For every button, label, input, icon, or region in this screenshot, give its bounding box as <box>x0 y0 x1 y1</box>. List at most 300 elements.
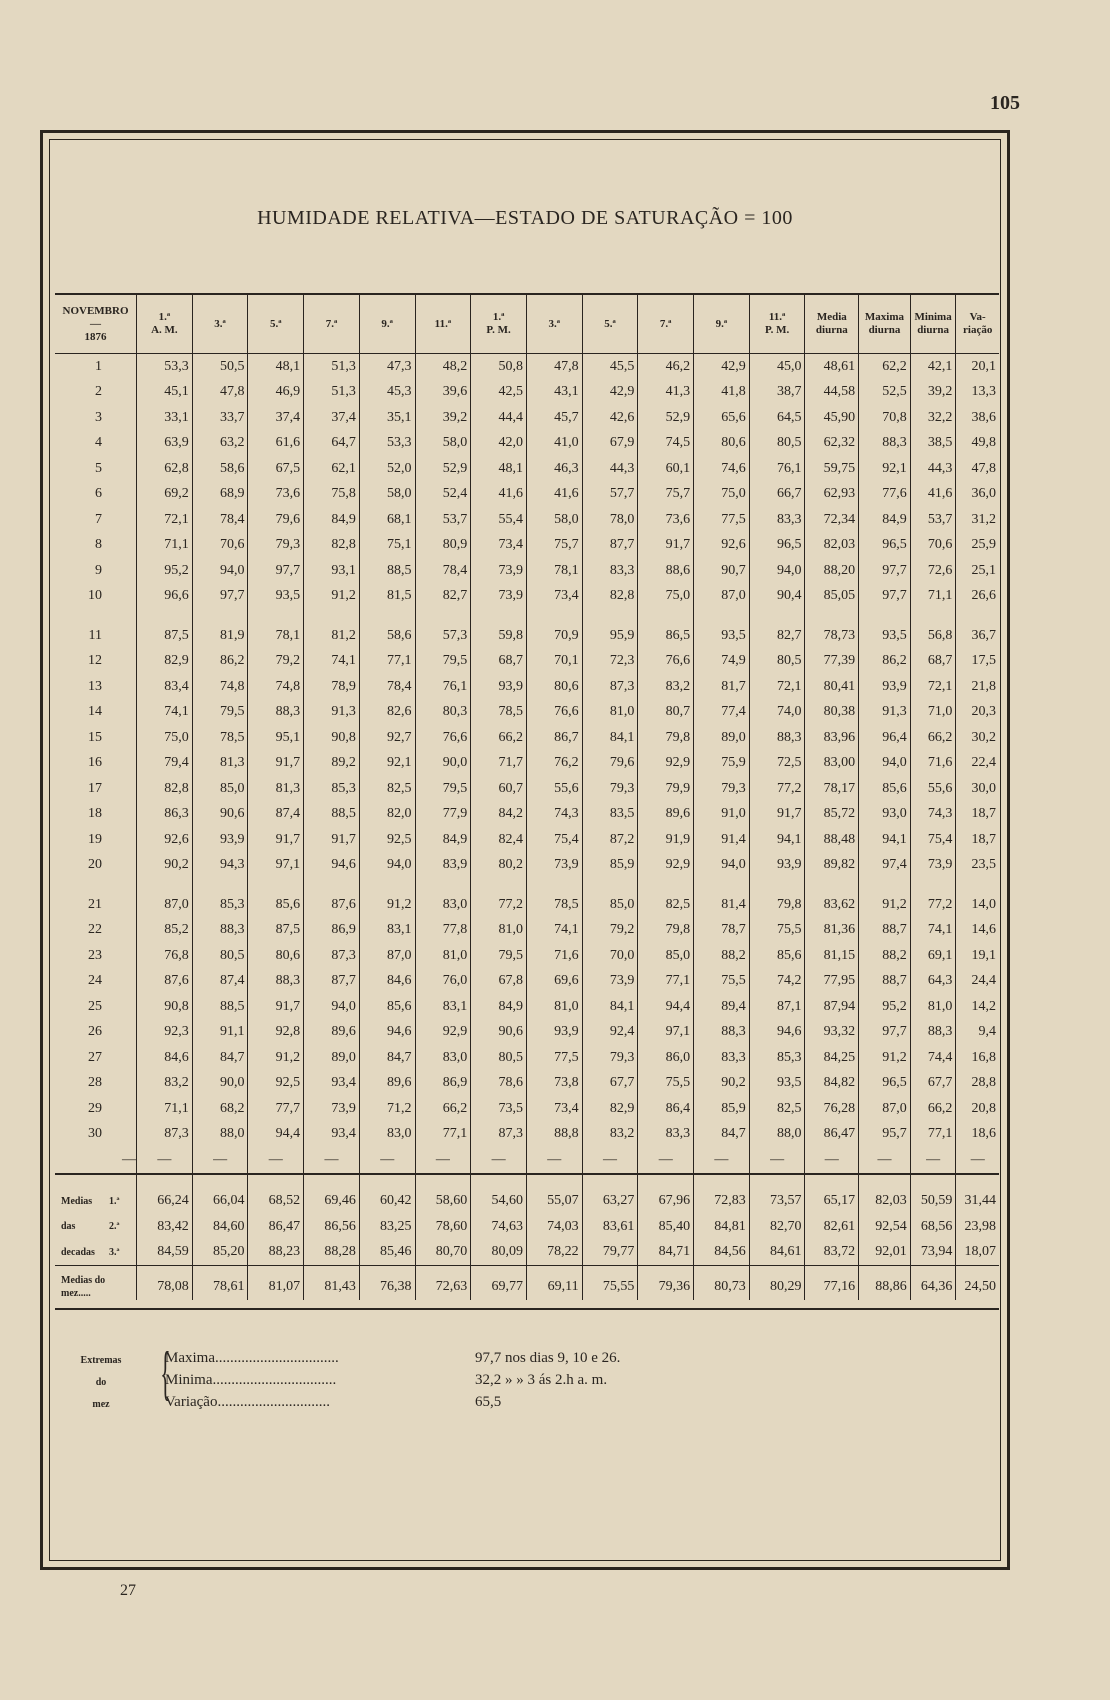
value-cell: 87,3 <box>471 1122 527 1148</box>
value-cell: 92,54 <box>859 1214 911 1240</box>
value-cell: 18,07 <box>956 1240 999 1266</box>
value-cell: 91,7 <box>304 827 360 853</box>
value-cell: 18,6 <box>956 1122 999 1148</box>
value-cell: 91,0 <box>694 802 750 828</box>
value-cell: 94,6 <box>749 1020 805 1046</box>
value-cell: 79,3 <box>248 533 304 559</box>
value-cell: 45,3 <box>359 380 415 406</box>
value-cell: 52,9 <box>638 405 694 431</box>
value-cell: 44,3 <box>582 456 638 482</box>
value-cell: 83,4 <box>137 674 193 700</box>
monthly-extremes <box>55 1308 999 1410</box>
value-cell: 75,4 <box>910 827 956 853</box>
value-cell: 79,3 <box>582 776 638 802</box>
value-cell: 52,5 <box>859 380 911 406</box>
day-cell: 14 <box>88 704 103 720</box>
value-cell: 77,5 <box>526 1045 582 1071</box>
page-title: HUMIDADE RELATIVA—ESTADO DE SATURAÇÃO = 100 <box>257 207 793 229</box>
value-cell: 25,9 <box>956 533 999 559</box>
value-cell: 60,7 <box>471 776 527 802</box>
value-cell: 86,9 <box>415 1071 471 1097</box>
table-row <box>55 674 999 700</box>
day-cell: 28 <box>88 1075 103 1091</box>
value-cell: 78,17 <box>805 776 859 802</box>
value-cell: 94,0 <box>304 994 360 1020</box>
value-cell: 72,6 <box>910 558 956 584</box>
value-cell: 84,7 <box>192 1045 248 1071</box>
value-cell: 81,0 <box>526 994 582 1020</box>
value-cell: 79,77 <box>582 1240 638 1266</box>
value-cell: 84,82 <box>805 1071 859 1097</box>
value-cell: 88,48 <box>805 827 859 853</box>
decade-mean-row <box>55 1174 999 1215</box>
value-cell: 14,2 <box>956 994 999 1020</box>
value-cell: 39,6 <box>415 380 471 406</box>
month-header: NOVEMBRO — 1876 <box>55 294 137 354</box>
value-cell: 75,0 <box>694 482 750 508</box>
value-cell: 93,5 <box>859 623 911 649</box>
value-cell: 79,5 <box>415 776 471 802</box>
value-cell: 84,60 <box>192 1214 248 1240</box>
value-cell: 63,2 <box>192 431 248 457</box>
table-row <box>55 918 999 944</box>
value-cell: 93,4 <box>304 1122 360 1148</box>
value-cell: 73,6 <box>248 482 304 508</box>
value-cell: 88,2 <box>694 943 750 969</box>
value-cell: 90,2 <box>694 1071 750 1097</box>
value-cell: 77,1 <box>910 1122 956 1148</box>
value-cell: 68,2 <box>192 1096 248 1122</box>
value-cell: 51,3 <box>304 380 360 406</box>
value-cell: 92,5 <box>248 1071 304 1097</box>
hour-header-5: 9.ª <box>359 294 415 354</box>
value-cell: 97,4 <box>859 853 911 879</box>
value-cell: 79,5 <box>471 943 527 969</box>
value-cell: 85,3 <box>749 1045 805 1071</box>
value-cell: 86,4 <box>638 1096 694 1122</box>
value-cell: 93,5 <box>248 584 304 610</box>
value-cell: 84,1 <box>582 994 638 1020</box>
page-number: 105 <box>990 92 1020 114</box>
value-cell: 83,96 <box>805 725 859 751</box>
value-cell: 88,3 <box>248 700 304 726</box>
value-cell: 71,6 <box>526 943 582 969</box>
value-cell: 31,44 <box>956 1174 999 1215</box>
value-cell: 74,1 <box>526 918 582 944</box>
value-cell: 78,4 <box>192 507 248 533</box>
hour-header-7: 1.ª P. M. <box>471 294 527 354</box>
value-cell: 69,1 <box>910 943 956 969</box>
value-cell: 63,9 <box>137 431 193 457</box>
value-cell: 68,9 <box>192 482 248 508</box>
value-cell: 80,70 <box>415 1240 471 1266</box>
value-cell: 78,0 <box>582 507 638 533</box>
dash-cell: — <box>415 1147 471 1174</box>
value-cell: 83,3 <box>638 1122 694 1148</box>
value-cell: 91,4 <box>694 827 750 853</box>
decade-mean-row <box>55 1214 999 1240</box>
value-cell: 55,07 <box>526 1174 582 1215</box>
value-cell: 92,7 <box>359 725 415 751</box>
value-cell: 87,0 <box>137 892 193 918</box>
day-cell: 20 <box>88 857 103 873</box>
day-cell: 2 <box>95 384 103 400</box>
table-row <box>55 533 999 559</box>
value-cell: 80,6 <box>526 674 582 700</box>
value-cell: 92,1 <box>359 751 415 777</box>
value-cell: 93,4 <box>304 1071 360 1097</box>
value-cell: 67,5 <box>248 456 304 482</box>
value-cell: 56,8 <box>910 623 956 649</box>
value-cell: 86,2 <box>192 649 248 675</box>
value-cell: 79,5 <box>415 649 471 675</box>
value-cell: 83,1 <box>415 994 471 1020</box>
value-cell: 97,7 <box>859 558 911 584</box>
value-cell: 79,36 <box>638 1266 694 1301</box>
value-cell: 69,11 <box>526 1266 582 1301</box>
value-cell: 96,5 <box>749 533 805 559</box>
value-cell: 52,4 <box>415 482 471 508</box>
value-cell: 87,4 <box>248 802 304 828</box>
value-cell: 74,3 <box>910 802 956 828</box>
value-cell: 74,9 <box>694 649 750 675</box>
value-cell: 33,1 <box>137 405 193 431</box>
value-cell: 81,4 <box>694 892 750 918</box>
value-cell: 76,6 <box>638 649 694 675</box>
value-cell: 78,22 <box>526 1240 582 1266</box>
value-cell: 84,7 <box>694 1122 750 1148</box>
value-cell: 69,46 <box>304 1174 360 1215</box>
value-cell: 76,8 <box>137 943 193 969</box>
value-cell: 87,6 <box>304 892 360 918</box>
value-cell: 81,0 <box>415 943 471 969</box>
extreme-variacao: Variação.............................. <box>165 1394 330 1410</box>
hour-header-10: 7.ª <box>638 294 694 354</box>
value-cell: 74,6 <box>694 456 750 482</box>
value-cell: 83,25 <box>359 1214 415 1240</box>
hour-header-3: 5.ª <box>248 294 304 354</box>
sheet-number: 27 <box>120 1582 136 1599</box>
value-cell: 44,3 <box>910 456 956 482</box>
value-cell: 88,3 <box>694 1020 750 1046</box>
value-cell: 71,7 <box>471 751 527 777</box>
value-cell: 77,2 <box>471 892 527 918</box>
value-cell: 84,9 <box>471 994 527 1020</box>
value-cell: 79,6 <box>248 507 304 533</box>
value-cell: 35,1 <box>359 405 415 431</box>
summary-rows <box>55 1174 999 1301</box>
value-cell: 70,6 <box>192 533 248 559</box>
value-cell: 73,9 <box>910 853 956 879</box>
value-cell: 86,9 <box>304 918 360 944</box>
value-cell: 81,15 <box>805 943 859 969</box>
value-cell: 50,59 <box>910 1174 956 1215</box>
value-cell: 93,0 <box>859 802 911 828</box>
value-cell: 50,5 <box>192 354 248 380</box>
value-cell: 84,1 <box>582 725 638 751</box>
value-cell: 45,7 <box>526 405 582 431</box>
value-cell: 66,2 <box>910 725 956 751</box>
value-cell: 83,2 <box>582 1122 638 1148</box>
value-cell: 92,5 <box>359 827 415 853</box>
value-cell: 97,1 <box>248 853 304 879</box>
value-cell: 57,7 <box>582 482 638 508</box>
value-cell: 77,16 <box>805 1266 859 1301</box>
value-cell: 94,0 <box>192 558 248 584</box>
value-cell: 46,2 <box>638 354 694 380</box>
table-row <box>55 1071 999 1097</box>
value-cell: 91,2 <box>304 584 360 610</box>
value-cell: 73,9 <box>526 853 582 879</box>
value-cell: 84,59 <box>137 1240 193 1266</box>
value-cell: 55,6 <box>526 776 582 802</box>
day-cell: 12 <box>88 653 103 669</box>
value-cell: 89,2 <box>304 751 360 777</box>
value-cell: 13,3 <box>956 380 999 406</box>
day-cell: 16 <box>88 755 103 771</box>
value-cell: 60,1 <box>638 456 694 482</box>
table-row <box>55 431 999 457</box>
value-cell: 93,9 <box>859 674 911 700</box>
value-cell: 79,8 <box>638 725 694 751</box>
day-cell: 25 <box>88 998 103 1014</box>
value-cell: 72,5 <box>749 751 805 777</box>
value-cell: 60,42 <box>359 1174 415 1215</box>
value-cell: 48,2 <box>415 354 471 380</box>
value-cell: 73,94 <box>910 1240 956 1266</box>
hour-header-11: 9.ª <box>694 294 750 354</box>
value-cell: 95,2 <box>859 994 911 1020</box>
value-cell: 72,1 <box>749 674 805 700</box>
value-cell: 41,6 <box>526 482 582 508</box>
value-cell: 79,9 <box>638 776 694 802</box>
value-cell: 88,28 <box>304 1240 360 1266</box>
value-cell: 84,56 <box>694 1240 750 1266</box>
dash-cell: — <box>638 1147 694 1174</box>
value-cell: 85,46 <box>359 1240 415 1266</box>
value-cell: 86,3 <box>137 802 193 828</box>
value-cell: 79,6 <box>582 751 638 777</box>
value-cell: 90,0 <box>415 751 471 777</box>
value-cell: 55,4 <box>471 507 527 533</box>
value-cell: 83,3 <box>694 1045 750 1071</box>
day-cell: 7 <box>95 511 103 527</box>
value-cell: 82,7 <box>749 623 805 649</box>
value-cell: 72,34 <box>805 507 859 533</box>
value-cell: 87,3 <box>582 674 638 700</box>
value-cell: 78,08 <box>137 1266 193 1301</box>
value-cell: 95,7 <box>859 1122 911 1148</box>
hour-header-6: 11.ª <box>415 294 471 354</box>
decade-gap <box>55 878 999 892</box>
value-cell: 70,8 <box>859 405 911 431</box>
value-cell: 67,9 <box>582 431 638 457</box>
value-cell: 80,9 <box>415 533 471 559</box>
dash-cell: — <box>582 1147 638 1174</box>
value-cell: 19,1 <box>956 943 999 969</box>
value-cell: 83,0 <box>415 1045 471 1071</box>
value-cell: 91,1 <box>192 1020 248 1046</box>
value-cell: 86,5 <box>638 623 694 649</box>
value-cell: 83,2 <box>638 674 694 700</box>
value-cell: 90,6 <box>192 802 248 828</box>
hour-header-9: 5.ª <box>582 294 638 354</box>
monthly-mean-label: Medias do mez..... <box>55 1266 137 1301</box>
value-cell: 47,8 <box>956 456 999 482</box>
value-cell: 38,6 <box>956 405 999 431</box>
table-row <box>55 380 999 406</box>
value-cell: 75,5 <box>638 1071 694 1097</box>
value-cell: 72,1 <box>910 674 956 700</box>
value-cell: 84,9 <box>415 827 471 853</box>
value-cell: 96,5 <box>859 533 911 559</box>
value-cell: 97,7 <box>248 558 304 584</box>
value-cell: 49,8 <box>956 431 999 457</box>
value-cell: 71,1 <box>910 584 956 610</box>
table-row <box>55 943 999 969</box>
value-cell: 50,8 <box>471 354 527 380</box>
value-cell: 73,9 <box>471 584 527 610</box>
value-cell: 38,5 <box>910 431 956 457</box>
value-cell: 87,2 <box>582 827 638 853</box>
value-cell: 83,00 <box>805 751 859 777</box>
table-row <box>55 623 999 649</box>
value-cell: 74,0 <box>749 700 805 726</box>
value-cell: 94,6 <box>359 1020 415 1046</box>
value-cell: 86,56 <box>304 1214 360 1240</box>
day-cell: 9 <box>95 562 103 578</box>
value-cell: 89,0 <box>304 1045 360 1071</box>
value-cell: 68,52 <box>248 1174 304 1215</box>
value-cell: 80,6 <box>248 943 304 969</box>
dash-cell: — <box>137 1147 193 1174</box>
value-cell: 86,2 <box>859 649 911 675</box>
value-cell: 94,0 <box>859 751 911 777</box>
value-cell: 82,0 <box>359 802 415 828</box>
value-cell: 71,6 <box>910 751 956 777</box>
dash-cell: — <box>471 1147 527 1174</box>
value-cell: 92,9 <box>415 1020 471 1046</box>
table-row <box>55 751 999 777</box>
value-cell: 78,4 <box>415 558 471 584</box>
decade-mean-row <box>55 1240 999 1266</box>
value-cell: 67,96 <box>638 1174 694 1215</box>
value-cell: 71,0 <box>910 700 956 726</box>
value-cell: 85,3 <box>304 776 360 802</box>
value-cell: 62,8 <box>137 456 193 482</box>
value-cell: 93,9 <box>471 674 527 700</box>
value-cell: 74,2 <box>749 969 805 995</box>
value-cell: 90,8 <box>304 725 360 751</box>
value-cell: 47,3 <box>359 354 415 380</box>
humidity-table <box>55 293 999 1300</box>
value-cell: 77,4 <box>694 700 750 726</box>
day-cell: 3 <box>95 409 103 425</box>
hour-header-2: 3.ª <box>192 294 248 354</box>
value-cell: 88,3 <box>248 969 304 995</box>
value-cell: 94,3 <box>192 853 248 879</box>
value-cell: 66,7 <box>749 482 805 508</box>
value-cell: 64,3 <box>910 969 956 995</box>
value-cell: 76,28 <box>805 1096 859 1122</box>
value-cell: 73,4 <box>526 584 582 610</box>
value-cell: 97,1 <box>638 1020 694 1046</box>
value-cell: 70,1 <box>526 649 582 675</box>
table-row <box>55 994 999 1020</box>
value-cell: 73,4 <box>526 1096 582 1122</box>
day-cell: 21 <box>88 896 103 912</box>
day-cell: 19 <box>88 831 103 847</box>
value-cell: 88,86 <box>859 1266 911 1301</box>
value-cell: 77,95 <box>805 969 859 995</box>
value-cell: 75,5 <box>749 918 805 944</box>
value-cell: 89,82 <box>805 853 859 879</box>
value-cell: 75,7 <box>638 482 694 508</box>
value-cell: 77,1 <box>415 1122 471 1148</box>
value-cell: 77,8 <box>415 918 471 944</box>
day-cell: 4 <box>95 435 103 451</box>
value-cell: 37,4 <box>248 405 304 431</box>
day-cell: 5 <box>95 460 103 476</box>
day-cell: 1 <box>95 358 103 374</box>
value-cell: 85,0 <box>638 943 694 969</box>
value-cell: 58,6 <box>359 623 415 649</box>
value-cell: 90,2 <box>137 853 193 879</box>
value-cell: 91,2 <box>859 1045 911 1071</box>
value-cell: 84,25 <box>805 1045 859 1071</box>
value-cell: 93,9 <box>526 1020 582 1046</box>
value-cell: 53,7 <box>910 507 956 533</box>
extreme-maxima-value: 97,7 nos dias 9, 10 e 26. <box>475 1350 621 1366</box>
value-cell: 59,8 <box>471 623 527 649</box>
value-cell: 84,61 <box>749 1240 805 1266</box>
value-cell: 73,57 <box>749 1174 805 1215</box>
value-cell: 18,7 <box>956 827 999 853</box>
dash-cell: — <box>122 1151 137 1167</box>
dash-row <box>55 1147 999 1174</box>
value-cell: 82,5 <box>638 892 694 918</box>
value-cell: 94,0 <box>749 558 805 584</box>
value-cell: 95,1 <box>248 725 304 751</box>
value-cell: 78,5 <box>526 892 582 918</box>
value-cell: 89,6 <box>638 802 694 828</box>
value-cell: 66,24 <box>137 1174 193 1215</box>
value-cell: 52,0 <box>359 456 415 482</box>
value-cell: 68,7 <box>471 649 527 675</box>
value-cell: 79,3 <box>582 1045 638 1071</box>
value-cell: 85,6 <box>859 776 911 802</box>
dash-cell: — <box>359 1147 415 1174</box>
value-cell: 95,2 <box>137 558 193 584</box>
day-cell: 27 <box>88 1049 103 1065</box>
value-cell: 20,3 <box>956 700 999 726</box>
value-cell: 41,6 <box>471 482 527 508</box>
value-cell: 88,8 <box>526 1122 582 1148</box>
table-row <box>55 507 999 533</box>
value-cell: 82,9 <box>137 649 193 675</box>
value-cell: 83,0 <box>415 892 471 918</box>
day-cell: 13 <box>88 678 103 694</box>
value-cell: 82,9 <box>582 1096 638 1122</box>
value-cell: 17,5 <box>956 649 999 675</box>
value-cell: 86,7 <box>526 725 582 751</box>
value-cell: 53,3 <box>359 431 415 457</box>
decade-mean-label: Medias 1.ª <box>55 1174 137 1215</box>
hour-header-12: 11.ª P. M. <box>749 294 805 354</box>
table-row <box>55 558 999 584</box>
value-cell: 94,4 <box>248 1122 304 1148</box>
value-cell: 23,98 <box>956 1214 999 1240</box>
